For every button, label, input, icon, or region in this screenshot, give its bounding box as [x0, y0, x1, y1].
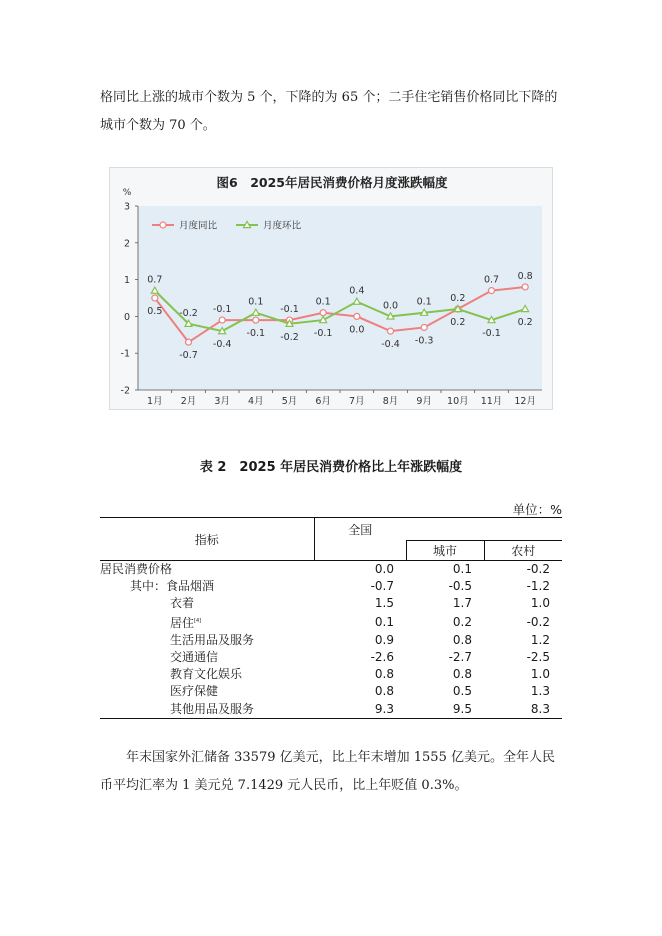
cell-rural: -0.2: [526, 562, 550, 576]
cell-urban: -2.7: [448, 650, 472, 665]
cell-national: 0.8: [374, 684, 394, 699]
data-label: -0.1: [212, 304, 232, 316]
paragraph-housing-prices: 格同比上涨的城市个数为 5 个，下降的为 65 个；二手住宅销售价格同比下降的城市个数为 70 个。: [100, 90, 558, 133]
table-row: [100, 578, 562, 595]
row-label: [100, 701, 314, 719]
data-label: -0.2: [280, 331, 299, 343]
cell-national: 0.0: [374, 562, 394, 576]
y-tick-label: 2: [123, 238, 130, 250]
x-tick-label: 8月: [382, 396, 399, 407]
cell-rural: -1.2: [526, 579, 550, 594]
data-point: [320, 310, 326, 316]
data-label: 0.2: [450, 293, 466, 305]
cell-national: 0.8: [374, 667, 394, 682]
data-label: 0.1: [416, 296, 432, 308]
legend-marker: [160, 222, 166, 228]
legend-label: 月度环比: [263, 220, 302, 232]
cell-urban: 1.7: [452, 596, 472, 611]
row-label: [100, 561, 314, 579]
data-label: 0.0: [349, 324, 365, 336]
data-point: [186, 339, 192, 345]
table-row: [100, 666, 562, 683]
row-label-text: 医疗保健: [170, 684, 219, 699]
cell-national: 1.5: [374, 596, 394, 611]
data-point: [152, 295, 158, 301]
row-label-text: 其他用品及服务: [170, 701, 255, 716]
data-label: 0.0: [382, 300, 399, 312]
data-label: 0.7: [483, 274, 500, 286]
y-tick-label: 3: [123, 201, 130, 213]
row-label: [100, 683, 314, 700]
table-row: [100, 649, 562, 666]
data-label: 0.2: [450, 317, 466, 329]
cell-urban: 0.8: [452, 632, 472, 647]
data-label: -0.4: [212, 339, 232, 351]
x-tick-label: 2月: [180, 396, 197, 407]
row-label: [100, 613, 314, 632]
x-tick-label: 11月: [480, 396, 503, 407]
row-label-text: 衣着: [170, 596, 195, 611]
cell-urban: 0.8: [452, 667, 472, 682]
cell-urban: -0.5: [448, 579, 472, 594]
table-row: [100, 701, 562, 719]
data-point: [421, 324, 427, 330]
data-label: 0.8: [517, 270, 533, 282]
cell-national: 9.3: [314, 701, 406, 719]
header-national-spacer: [314, 541, 406, 561]
table-row: [100, 561, 562, 579]
data-point: [522, 284, 528, 290]
x-tick-label: 9月: [416, 396, 432, 407]
paragraph-forex-reserves: 年末国家外汇储备 33579 亿美元，比上年末增加 1555 亿美元。全年人民币平均汇率为 1 美元兑 7.1429 元人民币，比上年贬值 0.3%。: [100, 750, 555, 793]
row-label: [100, 595, 314, 612]
data-point: [489, 288, 495, 294]
table-row: [100, 632, 562, 649]
cell-rural: 1.2: [530, 632, 550, 647]
header-indicator: 指标: [100, 518, 314, 561]
x-tick-label: 7月: [349, 396, 365, 407]
data-label: -0.1: [246, 328, 266, 340]
y-tick-label: -2: [120, 385, 130, 397]
data-label: -0.4: [381, 339, 400, 351]
row-label: [100, 578, 314, 595]
cell-national: -0.7: [370, 579, 394, 594]
row-label-text: 教育文化娱乐: [170, 667, 243, 682]
data-label: 0.2: [517, 317, 533, 329]
y-tick-label: 0: [123, 311, 130, 323]
y-unit-label: %: [122, 188, 132, 198]
footnote-marker: [4]: [194, 617, 202, 624]
data-label: -0.1: [482, 328, 501, 340]
cpi-monthly-chart: [109, 167, 553, 410]
data-point: [253, 317, 259, 323]
row-label: [100, 666, 314, 683]
table-row: [100, 683, 562, 700]
data-label: 0.5: [147, 306, 163, 317]
table-title: 表 2 2025 年居民消费价格比上年涨跌幅度: [199, 460, 463, 475]
cell-rural: 1.0: [530, 596, 550, 611]
cell-rural: 8.3: [484, 701, 562, 719]
header-urban: 城市: [406, 541, 484, 561]
plot-area: [121, 202, 542, 408]
cell-rural: 1.3: [530, 684, 550, 699]
header-national: 全国: [314, 518, 406, 541]
cell-national: -2.6: [370, 650, 394, 665]
x-tick-label: 12月: [514, 396, 536, 407]
data-point: [388, 328, 394, 334]
row-label: [100, 649, 314, 666]
data-label: -0.2: [179, 307, 198, 319]
x-tick-label: 4月: [248, 396, 264, 407]
y-tick-label: -1: [120, 348, 130, 360]
x-tick-label: 3月: [214, 396, 230, 407]
header-spacer: [406, 518, 562, 541]
row-label: [100, 632, 314, 649]
data-label: -0.1: [313, 328, 333, 340]
row-label-text: 生活用品及服务: [170, 632, 255, 647]
plot-background: [138, 206, 542, 390]
cell-urban: 0.5: [452, 684, 472, 699]
x-tick-label: 1月: [147, 396, 163, 407]
data-point: [354, 313, 360, 319]
cell-urban: 9.5: [406, 701, 484, 719]
table-unit: 单位：%: [512, 502, 562, 517]
x-tick-label: 10月: [447, 396, 469, 407]
cell-rural: -2.5: [526, 650, 550, 665]
row-label-text: 居住: [170, 615, 195, 630]
header-rural: 农村: [484, 541, 562, 561]
data-label: 0.1: [248, 296, 264, 308]
data-label: 0.1: [315, 296, 331, 308]
row-label-text: 其中：食品烟酒: [130, 579, 215, 594]
chart-title: 图6 2025年居民消费价格月度涨跌幅度: [216, 175, 448, 190]
table-row: [100, 613, 562, 632]
chart-svg: [110, 168, 554, 411]
table-row: [100, 595, 562, 612]
cell-rural: 1.0: [530, 667, 550, 682]
data-label: -0.1: [280, 304, 299, 316]
x-tick-label: 6月: [315, 396, 331, 407]
cell-national: 0.9: [374, 632, 394, 647]
row-label-text: 居民消费价格: [100, 562, 173, 576]
data-label: -0.3: [414, 335, 434, 347]
cpi-table: [100, 517, 562, 719]
y-tick-label: 1: [123, 275, 130, 287]
cell-urban: 0.2: [452, 614, 472, 629]
data-point: [219, 317, 225, 323]
data-label: -0.7: [179, 350, 198, 362]
cell-national: 0.1: [374, 614, 394, 629]
legend-label: 月度同比: [179, 220, 218, 232]
row-label-text: 交通通信: [170, 650, 219, 665]
data-label: 0.7: [147, 274, 163, 286]
cell-rural: -0.2: [526, 614, 550, 629]
table-body: [100, 561, 562, 719]
cell-urban: 0.1: [452, 562, 472, 576]
x-tick-label: 5月: [281, 396, 298, 407]
data-label: 0.4: [349, 285, 365, 297]
